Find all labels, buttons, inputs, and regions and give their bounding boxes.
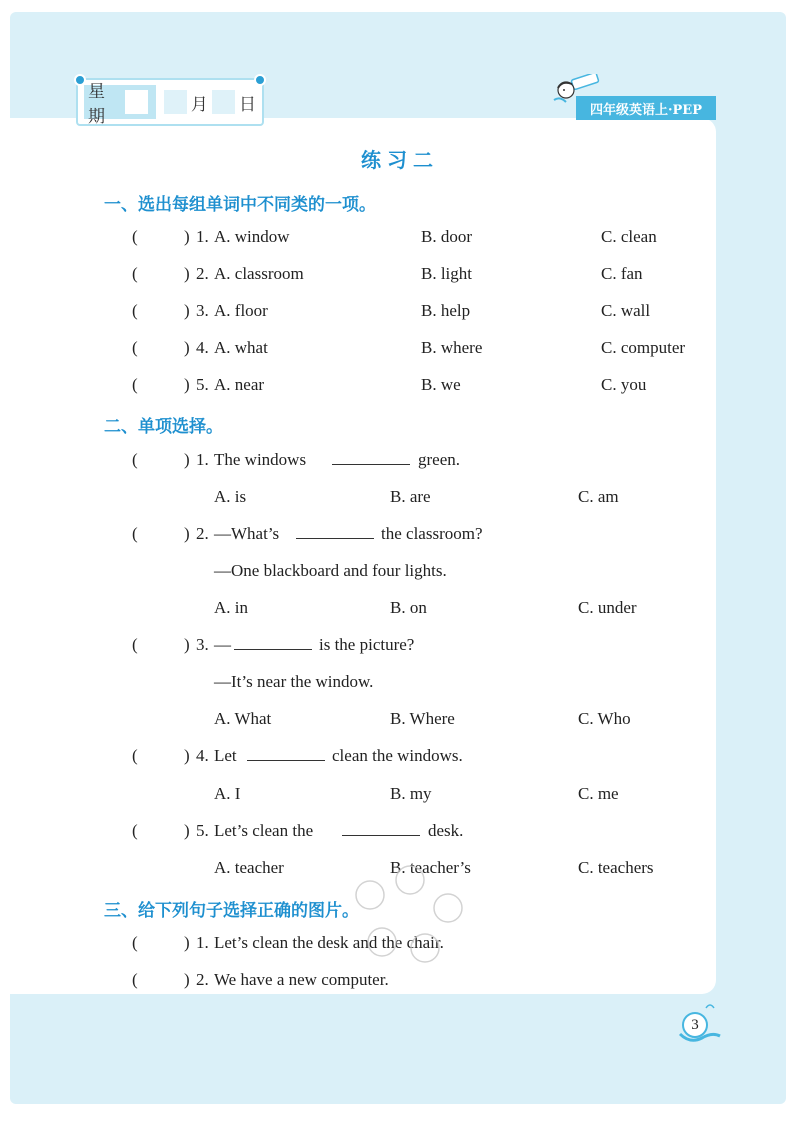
s2-options-4	[0, 782, 800, 806]
sentence-text: We have a new computer.	[214, 970, 389, 989]
answer-paren-open[interactable]: (	[132, 301, 138, 320]
answer-paren-open[interactable]: (	[132, 746, 138, 765]
option-b: B. teacher’s	[390, 858, 471, 877]
answer-paren-close: )	[184, 524, 190, 543]
answer-paren-open[interactable]: (	[132, 338, 138, 357]
answer-paren-open[interactable]: (	[132, 375, 138, 394]
option-c: C. wall	[601, 301, 651, 320]
s1-item-1	[0, 225, 800, 249]
dialogue-line: —It’s near the window.	[214, 672, 374, 691]
option-a: A. What	[214, 709, 272, 728]
day-label: 日	[239, 94, 256, 115]
option-a: A. floor	[214, 301, 268, 320]
item-number: 3.	[196, 301, 209, 320]
s2-question-5	[0, 819, 800, 843]
option-b: B. door	[421, 227, 472, 246]
question-text-pre: The windows	[214, 450, 307, 469]
question-text-post: clean the windows.	[332, 746, 463, 765]
option-a: A. near	[214, 375, 265, 394]
item-number: 1.	[196, 933, 209, 952]
fill-blank[interactable]	[332, 448, 410, 472]
item-number: 3.	[196, 635, 209, 654]
section3-heading: 三、给下列句子选择正确的图片。	[104, 901, 359, 921]
option-c: C. computer	[601, 338, 686, 357]
item-number: 4.	[196, 338, 209, 357]
answer-paren-open[interactable]: (	[132, 635, 138, 654]
s2-question-4	[0, 744, 800, 768]
fill-blank[interactable]	[342, 819, 420, 843]
s2-question-2	[0, 522, 800, 546]
page-title: 练习二	[361, 148, 439, 172]
section2-heading: 二、单项选择。	[104, 417, 223, 437]
weekday-label: 星期	[88, 82, 105, 127]
answer-paren-close: )	[184, 635, 190, 654]
pin-icon	[254, 74, 266, 86]
fill-blank[interactable]	[247, 744, 325, 768]
question-text-pre: Let’s clean the	[214, 821, 314, 840]
answer-paren-open[interactable]: (	[132, 227, 138, 246]
s2-options-3	[0, 707, 800, 731]
weekday-box[interactable]	[125, 90, 148, 114]
answer-paren-open[interactable]: (	[132, 524, 138, 543]
item-number: 5.	[196, 375, 209, 394]
option-b: B. light	[421, 264, 473, 283]
s1-item-5	[0, 373, 800, 397]
fill-blank[interactable]	[296, 522, 374, 546]
watermark-stamp	[330, 860, 480, 970]
option-b: B. on	[390, 598, 427, 617]
option-c: C. me	[578, 784, 619, 803]
option-a: A. in	[214, 598, 248, 617]
option-a: A. window	[214, 227, 290, 246]
weekday-group	[84, 82, 156, 127]
s2-question-1	[0, 448, 800, 472]
option-c: C. teachers	[578, 858, 654, 877]
answer-paren-open[interactable]: (	[132, 933, 138, 952]
sentence-text: Let’s clean the desk and the chair.	[214, 933, 444, 952]
option-b: B. are	[390, 487, 431, 506]
option-c: C. you	[601, 375, 647, 394]
question-text-pre: Let	[214, 746, 237, 765]
option-a: A. is	[214, 487, 247, 506]
question-text-post: the classroom?	[381, 524, 483, 543]
s2-options-2	[0, 596, 800, 620]
pin-icon	[74, 74, 86, 86]
dialogue-line: —One blackboard and four lights.	[214, 561, 447, 580]
item-number: 2.	[196, 524, 209, 543]
s2-answer-line-2	[0, 559, 800, 583]
answer-paren-open[interactable]: (	[132, 450, 138, 469]
answer-paren-close: )	[184, 933, 190, 952]
answer-paren-close: )	[184, 375, 190, 394]
answer-paren-close: )	[184, 970, 190, 989]
question-text-post: desk.	[428, 821, 464, 840]
answer-paren-open[interactable]: (	[132, 264, 138, 283]
date-badge	[76, 78, 264, 126]
s3-item-2	[0, 968, 800, 992]
question-text-pre: —	[214, 635, 231, 654]
option-c: C. am	[578, 487, 619, 506]
option-c: C. fan	[601, 264, 643, 283]
option-c: C. under	[578, 598, 637, 617]
fill-blank[interactable]	[234, 633, 312, 657]
answer-paren-close: )	[184, 264, 190, 283]
option-b: B. where	[421, 338, 483, 357]
month-label: 月	[190, 94, 208, 115]
s1-item-2	[0, 262, 800, 286]
option-b: B. help	[421, 301, 471, 320]
page-number: 3	[682, 1012, 708, 1038]
book-tag: 四年级英语上·PEP	[576, 96, 716, 120]
answer-paren-close: )	[184, 227, 190, 246]
item-number: 2.	[196, 970, 209, 989]
question-text-post: green.	[418, 450, 461, 469]
option-a: A. teacher	[214, 858, 284, 877]
answer-paren-open[interactable]: (	[132, 821, 138, 840]
answer-paren-close: )	[184, 338, 190, 357]
option-b: B. my	[390, 784, 432, 803]
section1-heading: 一、选出每组单词中不同类的一项。	[104, 195, 376, 215]
answer-paren-close: )	[184, 450, 190, 469]
question-text-post: is the picture?	[319, 635, 415, 654]
item-number: 5.	[196, 821, 209, 840]
s2-question-3	[0, 633, 800, 657]
item-number: 4.	[196, 746, 209, 765]
s1-item-4	[0, 336, 800, 360]
answer-paren-close: )	[184, 301, 190, 320]
option-a: A. I	[214, 784, 241, 803]
s1-item-3	[0, 299, 800, 323]
month-box[interactable]	[164, 90, 187, 114]
answer-paren-close: )	[184, 821, 190, 840]
option-c: C. clean	[601, 227, 657, 246]
s2-options-1	[0, 485, 800, 509]
s2-answer-line-3	[0, 670, 800, 694]
item-number: 1.	[196, 450, 209, 469]
option-b: B. we	[421, 375, 461, 394]
answer-paren-close: )	[184, 746, 190, 765]
option-a: A. classroom	[214, 264, 304, 283]
question-text-pre: —What’s	[214, 524, 280, 543]
item-number: 1.	[196, 227, 209, 246]
item-number: 2.	[196, 264, 209, 283]
day-box[interactable]	[212, 90, 235, 114]
option-a: A. what	[214, 338, 268, 357]
answer-paren-open[interactable]: (	[132, 970, 138, 989]
option-b: B. Where	[390, 709, 455, 728]
option-c: C. Who	[578, 709, 631, 728]
